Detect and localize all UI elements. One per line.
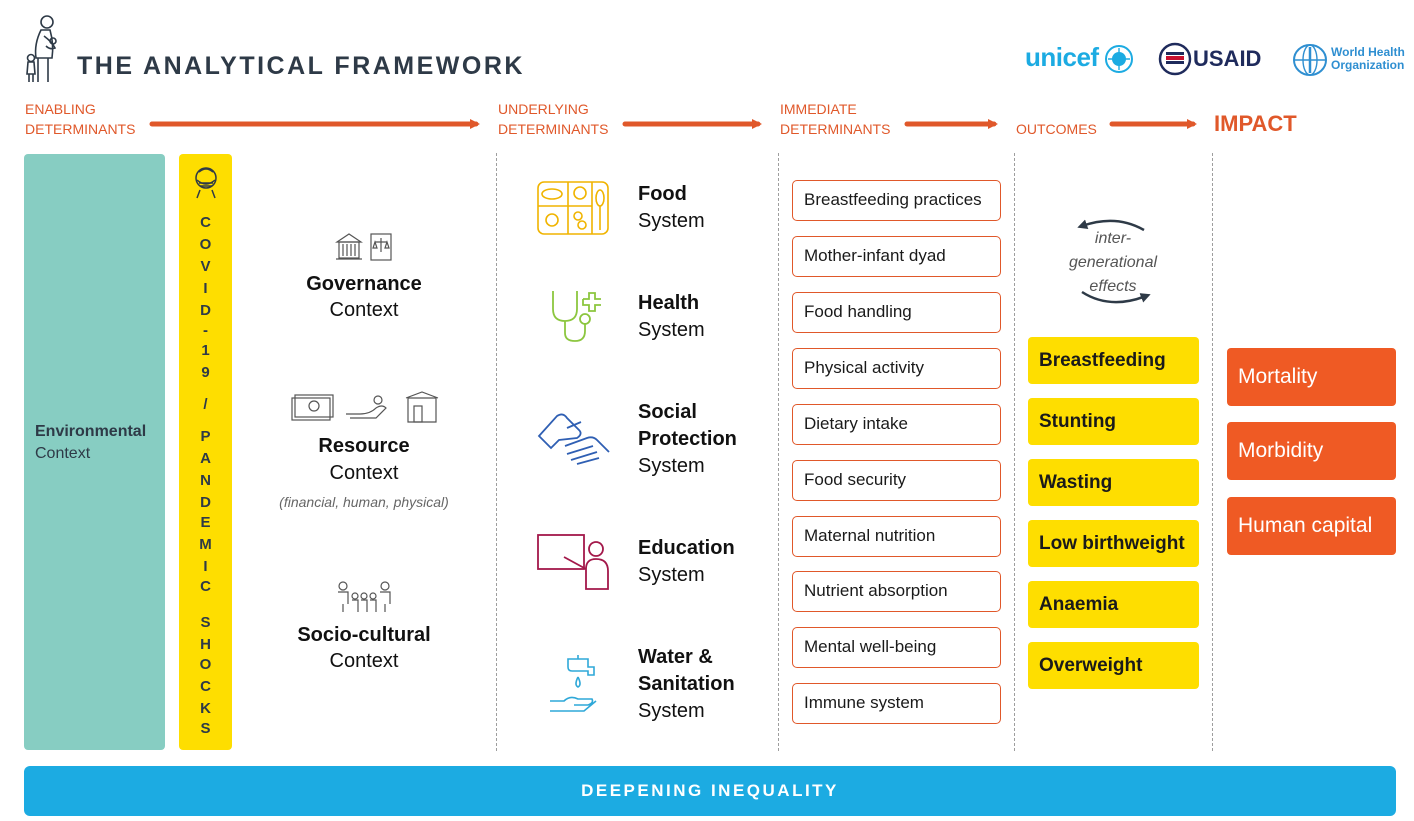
outcome-anaemia: Anaemia <box>1028 581 1199 628</box>
covid-letter: / <box>203 396 208 413</box>
governance-title: Governance <box>306 273 422 295</box>
impact-human-capital: Human capital <box>1227 497 1396 555</box>
stage-impact-label: IMPACT <box>1214 111 1297 136</box>
immediate-item-food-security: Food security <box>792 460 1001 501</box>
immediate-item-mental-well-being: Mental well-being <box>792 627 1001 668</box>
sociocultural-title: Socio-cultural <box>297 624 431 646</box>
resource-title: Resource <box>318 435 410 457</box>
covid-letter: I <box>203 280 208 297</box>
stage-arrows <box>0 0 1414 150</box>
covid-letter: S <box>200 614 211 631</box>
outcome-overweight: Overweight <box>1028 642 1199 689</box>
immediate-item-maternal-nutrition: Maternal nutrition <box>792 516 1001 557</box>
covid-letter: C <box>200 678 211 695</box>
covid-letter: D <box>200 494 211 511</box>
page-title: THE ANALYTICAL FRAMEWORK <box>77 52 525 80</box>
covid-letter: S <box>200 720 211 737</box>
stethoscope-icon <box>547 287 603 345</box>
stage-outcomes-label: OUTCOMES <box>1016 121 1097 137</box>
covid-letter: 1 <box>201 342 210 359</box>
covid-letter: M <box>199 536 212 553</box>
education-system-label: Education System <box>638 537 735 586</box>
tap-hand-icon <box>548 655 598 715</box>
covid-letter: O <box>199 656 212 673</box>
covid-letter: 9 <box>201 364 210 381</box>
sociocultural-sub: Context <box>329 650 399 672</box>
deepening-inequality-bar: DEEPENING INEQUALITY <box>24 766 1396 816</box>
impact-mortality: Mortality <box>1227 348 1396 406</box>
governance-sub: Context <box>329 299 399 321</box>
outcome-breastfeeding: Breastfeeding <box>1028 337 1199 384</box>
stage-underlying-label: UNDERLYING DETERMINANTS <box>498 101 609 137</box>
covid-letter: H <box>200 636 211 653</box>
food-tray-icon <box>536 180 610 236</box>
stage-enabling-label: ENABLING DETERMINANTS <box>25 101 136 137</box>
water-sanitation-system-label: Water & Sanitation System <box>638 646 735 722</box>
covid-letter: V <box>200 258 211 275</box>
covid-letter: E <box>200 514 211 531</box>
divider-immediate <box>1014 153 1015 751</box>
covid-letter: A <box>200 450 211 467</box>
covid-letter: C <box>200 214 211 231</box>
divider-outcomes <box>1212 153 1213 751</box>
resource-icon <box>290 390 440 426</box>
covid-letter: P <box>200 428 211 445</box>
immediate-item-mother-infant-dyad: Mother-infant dyad <box>792 236 1001 277</box>
covid-letter: C <box>200 578 211 595</box>
immediate-item-breastfeeding-practices: Breastfeeding practices <box>792 180 1001 221</box>
covid-letter: O <box>199 236 212 253</box>
outcome-stunting: Stunting <box>1028 398 1199 445</box>
outcome-low-birthweight: Low birthweight <box>1028 520 1199 567</box>
health-system-label: Health System <box>638 292 705 341</box>
family-icon <box>335 578 395 614</box>
masked-face-icon <box>191 164 221 200</box>
outcome-wasting: Wasting <box>1028 459 1199 506</box>
who-logo: World Health Organization <box>1331 45 1405 72</box>
immediate-item-dietary-intake: Dietary intake <box>792 404 1001 445</box>
divider-underlying <box>778 153 779 751</box>
covid-letter: N <box>200 472 211 489</box>
divider-enabling <box>496 153 497 751</box>
immediate-item-physical-activity: Physical activity <box>792 348 1001 389</box>
covid-letter: I <box>203 558 208 575</box>
environmental-title: Environmental <box>35 423 147 440</box>
resource-sub: Context <box>329 462 399 484</box>
food-system-label: Food System <box>638 183 705 232</box>
stage-immediate-label: IMMEDIATE DETERMINANTS <box>780 101 891 137</box>
unicef-logo: unicef <box>1025 42 1099 72</box>
intergenerational-effects-label: inter- generational effects <box>1068 230 1158 295</box>
immediate-item-nutrient-absorption: Nutrient absorption <box>792 571 1001 612</box>
immediate-item-food-handling: Food handling <box>792 292 1001 333</box>
governance-icon <box>335 228 395 262</box>
resource-note: (financial, human, physical) <box>279 494 449 510</box>
social-protection-system-label: Social Protection System <box>638 401 737 477</box>
covid-letter: - <box>203 322 208 339</box>
covid-letter: K <box>200 700 211 717</box>
teacher-icon <box>536 533 612 591</box>
impact-morbidity: Morbidity <box>1227 422 1396 480</box>
usaid-logo: USAID <box>1193 46 1262 71</box>
immediate-item-immune-system: Immune system <box>792 683 1001 724</box>
hands-icon <box>537 410 611 466</box>
environmental-sub: Context <box>35 445 91 462</box>
covid-letter: D <box>200 302 211 319</box>
